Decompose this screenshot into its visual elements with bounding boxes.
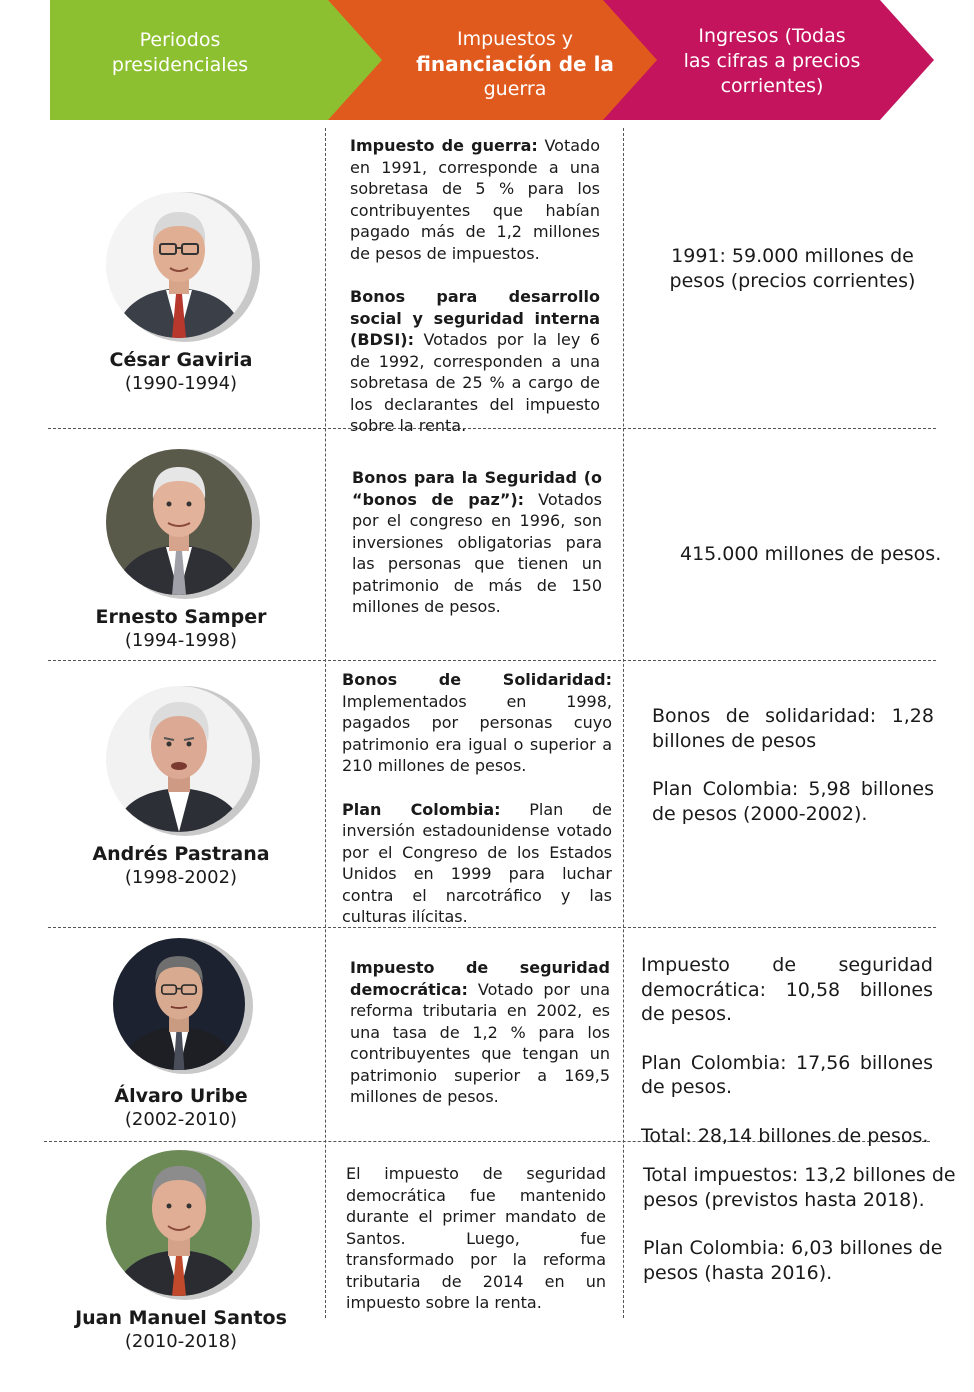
tax-cell-samper: Bonos para la Seguridad (o “bonos de paz”): Votados por el congreso en 1996, son inversiones obligatorias para las personas que tienen un patrimonio de más de 150 millones de pesos. <box>352 468 602 616</box>
row-divider <box>48 660 936 661</box>
income-cell-santos: Total impuestos: 13,2 billones de pesos (previstos hasta 2018). Plan Colombia: 6,03 billones de pesos (hasta 2016). <box>643 1164 956 1284</box>
president-name: Ernesto Samper <box>95 606 267 628</box>
income-cell-samper: 415.000 millones de pesos. <box>680 543 942 565</box>
president-period: (1994-1998) <box>124 630 238 651</box>
president-name: Álvaro Uribe <box>114 1085 248 1107</box>
president-period: (1998-2002) <box>124 867 238 888</box>
portrait-santos <box>106 1150 252 1296</box>
income-cell-uribe: Impuesto de seguridad democrática: 10,58 billones de pesos. Plan Colombia: 17,56 billones de pesos. Total: 28,14 billones de pesos. <box>641 954 933 1147</box>
president-period: (2002-2010) <box>124 1109 238 1130</box>
column-divider-1 <box>325 128 326 1318</box>
table-header <box>0 0 974 120</box>
president-period: (2010-2018) <box>124 1331 238 1352</box>
tax-cell-santos: El impuesto de seguridad democrática fue mantenido durante el primer mandato de Santos. Luego, fue transformado por la reforma tributaria de 2014 en un impuesto sobre la renta. <box>346 1164 606 1312</box>
portrait-samper <box>106 449 252 595</box>
president-gaviria <box>50 192 312 395</box>
avatar <box>106 449 256 599</box>
president-santos <box>50 1150 312 1353</box>
column-divider-2 <box>623 128 624 1318</box>
president-period: (1990-1994) <box>124 373 238 394</box>
avatar <box>106 1150 256 1300</box>
portrait-pastrana <box>106 686 252 832</box>
portrait-gaviria <box>106 192 252 338</box>
portrait-uribe <box>113 938 245 1070</box>
president-name: Juan Manuel Santos <box>75 1307 287 1329</box>
header-ingresos: Ingresos (Todas las cifras a precios corrientes) <box>683 25 861 97</box>
avatar <box>106 192 256 342</box>
avatar <box>113 938 249 1074</box>
tax-cell-uribe: Impuesto de seguridad democrática: Votado por una reforma tributaria en 2002, es una tasa de 1,2 % para los contribuyentes que tengan un patrimonio superior a 169,5 millones de pesos. <box>350 958 610 1106</box>
avatar <box>106 686 256 836</box>
income-cell-gaviria: 1991: 59.000 millones de pesos (precios corrientes) <box>669 245 916 292</box>
tax-cell-pastrana: Bonos de Solidaridad: Implementados en 1998, pagados por personas cuyo patrimonio era igual o superior a 210 millones de pesos. Plan Colombia: Plan de inversión estadounidense votado por el Congreso de los Estados Unidos en 1999 para luchar contra el narcotráfico y las culturas ilícitas. <box>342 670 613 926</box>
president-uribe <box>50 938 312 1131</box>
header-periodos: Periodos presidenciales <box>111 29 249 76</box>
president-name: César Gaviria <box>109 349 253 371</box>
president-samper <box>50 449 312 652</box>
header-impuestos: Impuestos y financiación de la guerra <box>416 28 614 100</box>
president-name: Andrés Pastrana <box>92 843 270 865</box>
tax-cell-gaviria: Impuesto de guerra: Votado en 1991, corresponde a una sobretasa de 5 % para los contribuyentes que habían pagado más de 1,2 millones de pesos de impuestos. Bonos para desarrollo social y seguridad interna (BDSI): Votados por la ley 6 de 1992, corresponden a una sobretasa de 25 % a cargo de los declarantes del impuesto sobre la renta. <box>350 136 600 435</box>
president-pastrana <box>50 686 312 889</box>
income-cell-pastrana: Bonos de solidaridad: 1,28 billones de pesos Plan Colombia: 5,98 billones de pesos (2000-2002). <box>652 705 934 825</box>
